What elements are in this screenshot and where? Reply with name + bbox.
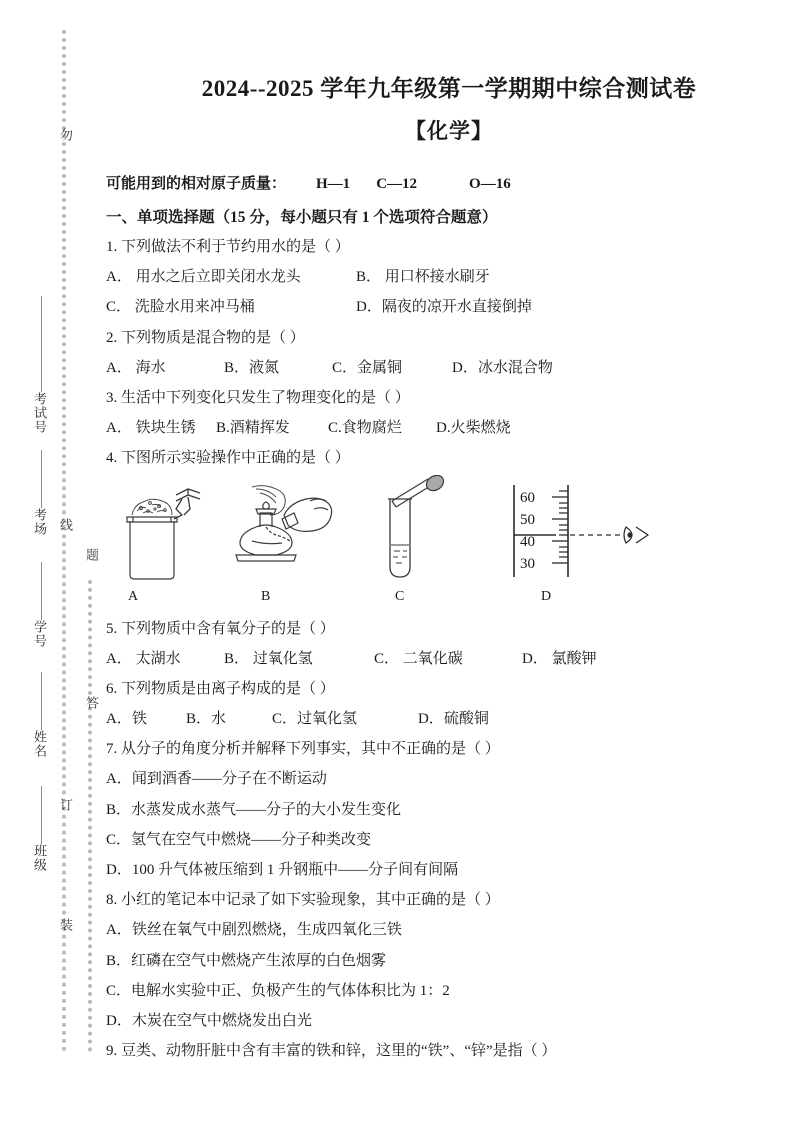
question-number-5: 5. [106, 620, 118, 637]
question-text-5: 下列物质中含有氧分子的是（ ） [121, 620, 335, 637]
atomic-mass-label: 可能用到的相对原子质量： [106, 176, 287, 192]
question-text-7: 从分子的角度分析并解释下列事实，其中不正确的是（ ） [121, 741, 500, 758]
option-1-B[interactable]: B． 用口杯接水刷牙 [356, 269, 490, 286]
experiment-figures [104, 475, 794, 587]
field-divider-3 [41, 562, 42, 620]
option-7-B[interactable]: B．水蒸发成水蒸气——分子的大小发生变化 [106, 801, 402, 818]
sealing-margin [0, 0, 100, 1132]
option-2-A[interactable]: A． 海水 [106, 359, 166, 376]
question-options-5 [104, 650, 794, 669]
test-tube-dropper-figure-icon [366, 475, 476, 587]
seal-char-line: 线 [58, 518, 73, 532]
option-6-C[interactable]: C．过氧化氢 [272, 711, 358, 728]
figure-label-A: A [128, 588, 139, 604]
gas-jar-figure-icon [110, 475, 220, 587]
question-number-1: 1. [106, 239, 118, 255]
option-7-A[interactable]: A．闻到酒香——分子在不断运动 [106, 771, 327, 788]
answer-char: 答 [84, 696, 99, 710]
option-6-D[interactable]: D．硫酸铜 [418, 711, 489, 728]
question-text-3: 生活中下列变化只发生了物理变化的是（ ） [121, 389, 410, 406]
field-label-class: 班级 [32, 844, 47, 872]
option-8-B[interactable]: B．红磷在空气中燃烧产生浓厚的白色烟雾 [106, 952, 387, 969]
question-number-7: 7. [106, 741, 118, 758]
option-2-D[interactable]: D．冰水混合物 [452, 359, 553, 376]
cylinder-tick-30: 30 [520, 555, 535, 572]
question-stem-6 [104, 680, 794, 699]
field-divider-4 [41, 672, 42, 730]
question-options-3 [104, 419, 794, 438]
figure-label-B: B [261, 588, 271, 604]
seal-char-bind: 订 [58, 798, 73, 812]
answer-char-topic: 题 [84, 548, 99, 562]
option-7-D[interactable]: D．100 升气体被压缩到 1 升钢瓶中——分子间有间隔 [106, 862, 459, 878]
option-6-B[interactable]: B．水 [186, 711, 227, 728]
option-8-A[interactable]: A．铁丝在氧气中剧烈燃烧，生成四氧化三铁 [106, 922, 402, 939]
question-text-2: 下列物质是混合物的是（ ） [121, 329, 305, 346]
option-1-C[interactable]: C． 洗脸水用来冲马桶 [106, 299, 255, 316]
question-number-9: 9. [106, 1043, 118, 1060]
option-3-C[interactable]: C.食物腐烂 [328, 420, 402, 437]
question-stem-4 [104, 449, 794, 468]
question-stem-1 [104, 238, 794, 257]
page-title: 2024--2025 学年九年级第一学期期中综合测试卷 [201, 76, 697, 101]
question-options-1-row1 [104, 268, 794, 287]
atomic-mass-h: H—1 [316, 176, 351, 192]
alcohol-lamp-pouring-figure-icon [222, 475, 352, 587]
question-text-1: 下列做法不利于节约用水的是（ ） [121, 239, 350, 255]
option-5-A[interactable]: A． 太湖水 [106, 650, 181, 667]
cylinder-tick-50: 50 [520, 511, 535, 528]
option-1-D[interactable]: D．隔夜的凉开水直接倒掉 [356, 299, 532, 316]
atomic-mass-line [104, 172, 794, 193]
dotted-seal-line-inner [88, 580, 92, 1052]
option-1-A[interactable]: A． 用水之后立即关闭水龙头 [106, 269, 301, 286]
field-divider-2 [41, 450, 42, 508]
option-6-A[interactable]: A．铁 [106, 711, 147, 728]
measuring-cylinder-eye-figure-icon [496, 475, 666, 587]
question-text-6: 下列物质是由离子构成的是（ ） [121, 680, 335, 697]
cylinder-tick-40: 40 [520, 533, 535, 550]
question-options-6 [104, 710, 794, 729]
question-text-9: 豆类、动物肝脏中含有丰富的铁和锌，这里的“铁”、“锌”是指（ ） [121, 1043, 557, 1060]
option-3-B[interactable]: B.酒精挥发 [216, 420, 290, 437]
field-label-exam-room: 考场 [32, 508, 47, 536]
option-8-D[interactable]: D．木炭在空气中燃烧发出白光 [106, 1012, 312, 1029]
question-number-6: 6. [106, 680, 118, 697]
atomic-mass-o: O—16 [469, 176, 511, 192]
figure-labels [104, 589, 794, 609]
atomic-mass-c: C—12 [376, 176, 418, 192]
seal-char-pack: 装 [58, 918, 73, 932]
question-number-4: 4. [106, 450, 118, 467]
option-5-D[interactable]: D． 氯酸钾 [522, 650, 597, 667]
option-3-D[interactable]: D.火柴燃烧 [436, 420, 511, 437]
question-stem-2 [104, 329, 794, 348]
option-2-C[interactable]: C．金属铜 [332, 359, 403, 376]
cylinder-tick-60: 60 [520, 489, 535, 506]
question-stem-9 [104, 1042, 794, 1061]
field-label-student-no: 学号 [32, 620, 47, 648]
question-number-8: 8. [106, 892, 118, 909]
question-number-2: 2. [106, 329, 118, 346]
question-text-8: 小红的笔记本中记录了如下实验现象，其中正确的是（ ） [121, 892, 500, 909]
question-stem-3 [104, 389, 794, 408]
question-text-4: 下图所示实验操作中正确的是（ ） [121, 450, 350, 467]
question-options-2 [104, 359, 794, 378]
seal-char-top: 勿 [58, 128, 73, 142]
option-2-B[interactable]: B．液氮 [224, 359, 280, 376]
figure-label-C: C [395, 588, 405, 604]
exam-body [104, 0, 794, 1132]
option-8-C[interactable]: C．电解水实验中正、负极产生的气体体积比为 1：2 [106, 982, 450, 999]
figure-label-D: D [541, 588, 552, 604]
field-divider-1 [41, 296, 42, 392]
question-options-1-row2 [104, 298, 794, 317]
field-label-name: 姓名 [32, 730, 47, 758]
question-number-3: 3. [106, 389, 118, 406]
field-divider-5 [41, 786, 42, 844]
option-5-B[interactable]: B． 过氧化氢 [224, 650, 313, 667]
section-heading-one: 一、单项选择题（15 分，每小题只有 1 个选项符合题意） [106, 209, 498, 226]
question-stem-5 [104, 620, 794, 639]
option-5-C[interactable]: C． 二氧化碳 [374, 650, 463, 667]
subject-title: 【化学】 [405, 119, 493, 143]
dotted-seal-line-left [62, 30, 66, 1052]
question-stem-8 [104, 891, 794, 910]
question-stem-7 [104, 740, 794, 759]
field-label-exam-id: 考试号 [32, 392, 47, 434]
option-7-C[interactable]: C．氢气在空气中燃烧——分子种类改变 [106, 831, 372, 848]
option-3-A[interactable]: A． 铁块生锈 [106, 420, 196, 437]
